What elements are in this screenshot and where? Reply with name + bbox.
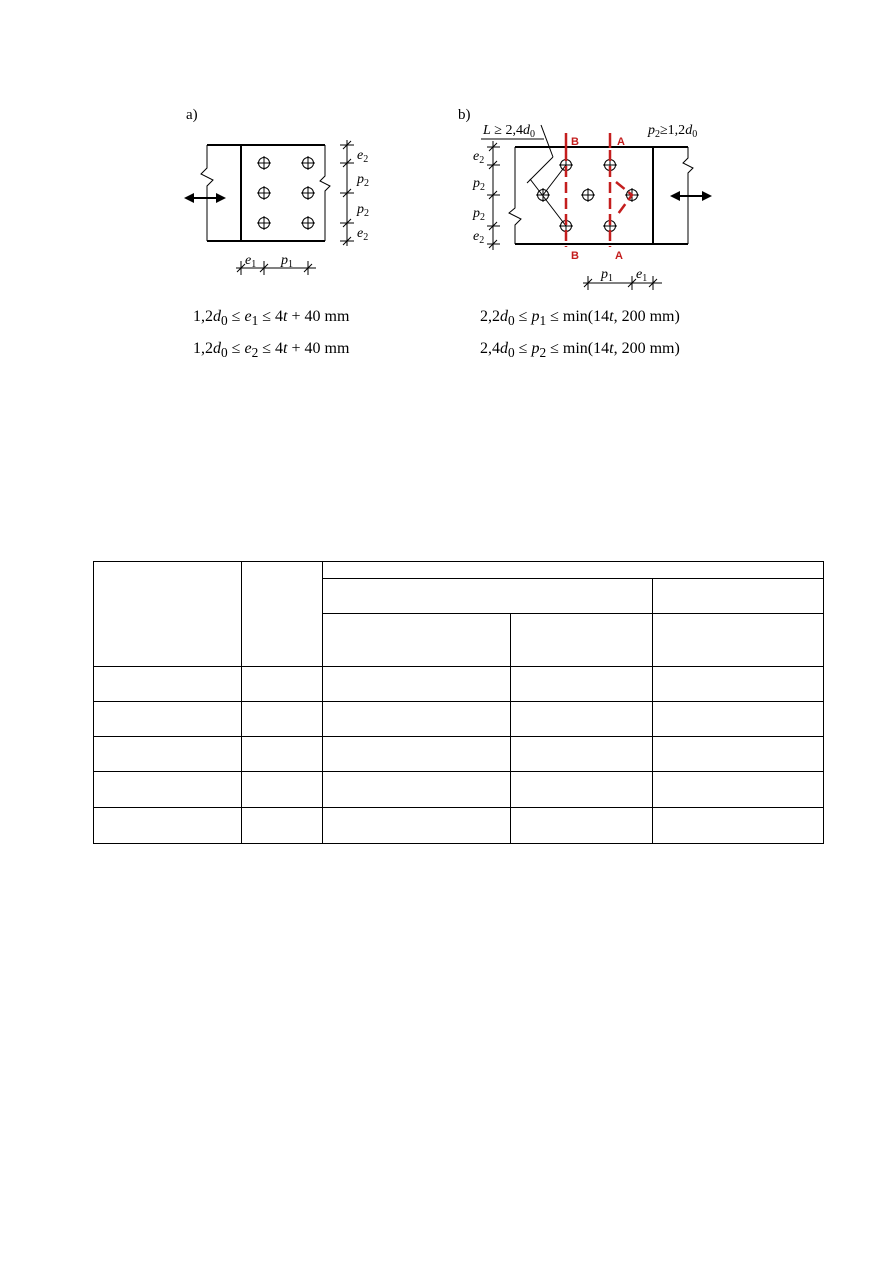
table-cell [94,562,242,667]
table-cell [511,614,653,667]
formula-e2-range: $1,2d_0 \le e_2 \le 4t + 40$ mm [193,340,350,361]
figure-b-label: b) [458,107,471,123]
figure-b-p2-annotation: $p_2\ge 1,2d_0$ [648,123,698,140]
table-row [94,772,824,808]
table-cell [323,614,511,667]
figure-b-e2-top-label: $e_2$ [473,149,485,166]
section-b-bottom-label: B [571,250,579,262]
table-cell [323,562,824,579]
section-a-bottom-label: A [615,250,623,262]
table-cell [323,579,653,614]
table-row [94,737,824,772]
table-row [94,808,824,844]
figure-a-e1-label: $e_1$ [245,253,257,270]
table-row [94,667,824,702]
formula-p2-range: $2,4d_0 \le p_2 \le \min(14t$, 200 mm) [480,340,680,361]
figure-b-drawing [0,0,893,290]
table-cell [653,579,824,614]
table-row [94,702,824,737]
figure-b-L-annotation: $L \ge 2,4d_0$ [483,123,535,140]
figure-b-p1-label: $p_1$ [601,267,613,284]
formula-p1-range: $2,2d_0 \le p_1 \le \min(14t$, 200 mm) [480,308,680,329]
table-cell [653,614,824,667]
figure-a-e2-top-label: $e_2$ [357,148,369,165]
section-a-top-label: A [617,136,625,148]
figure-b-e2-bottom-label: $e_2$ [473,229,485,246]
figure-b-p2-bottom-label: $p_2$ [473,206,485,223]
table-header-row [94,562,824,579]
double-arrow-icon [670,191,712,201]
figure-a-p2-top-label: $p_2$ [357,172,369,189]
figure-b-e1-label: $e_1$ [636,267,648,284]
figure-a-p2-bottom-label: $p_2$ [357,202,369,219]
formula-e1-range: $1,2d_0 \le e_1 \le 4t + 40$ mm [193,308,350,329]
figure-a-label: a) [186,107,198,123]
table-cell [242,562,323,667]
figure-a-p1-label: $p_1$ [281,253,293,270]
section-b-top-label: B [571,136,579,148]
spacing-table [93,561,824,844]
figure-a-e2-bottom-label: $e_2$ [357,226,369,243]
bolt-hole-icon [536,158,639,233]
figure-b-p2-top-label: $p_2$ [473,176,485,193]
